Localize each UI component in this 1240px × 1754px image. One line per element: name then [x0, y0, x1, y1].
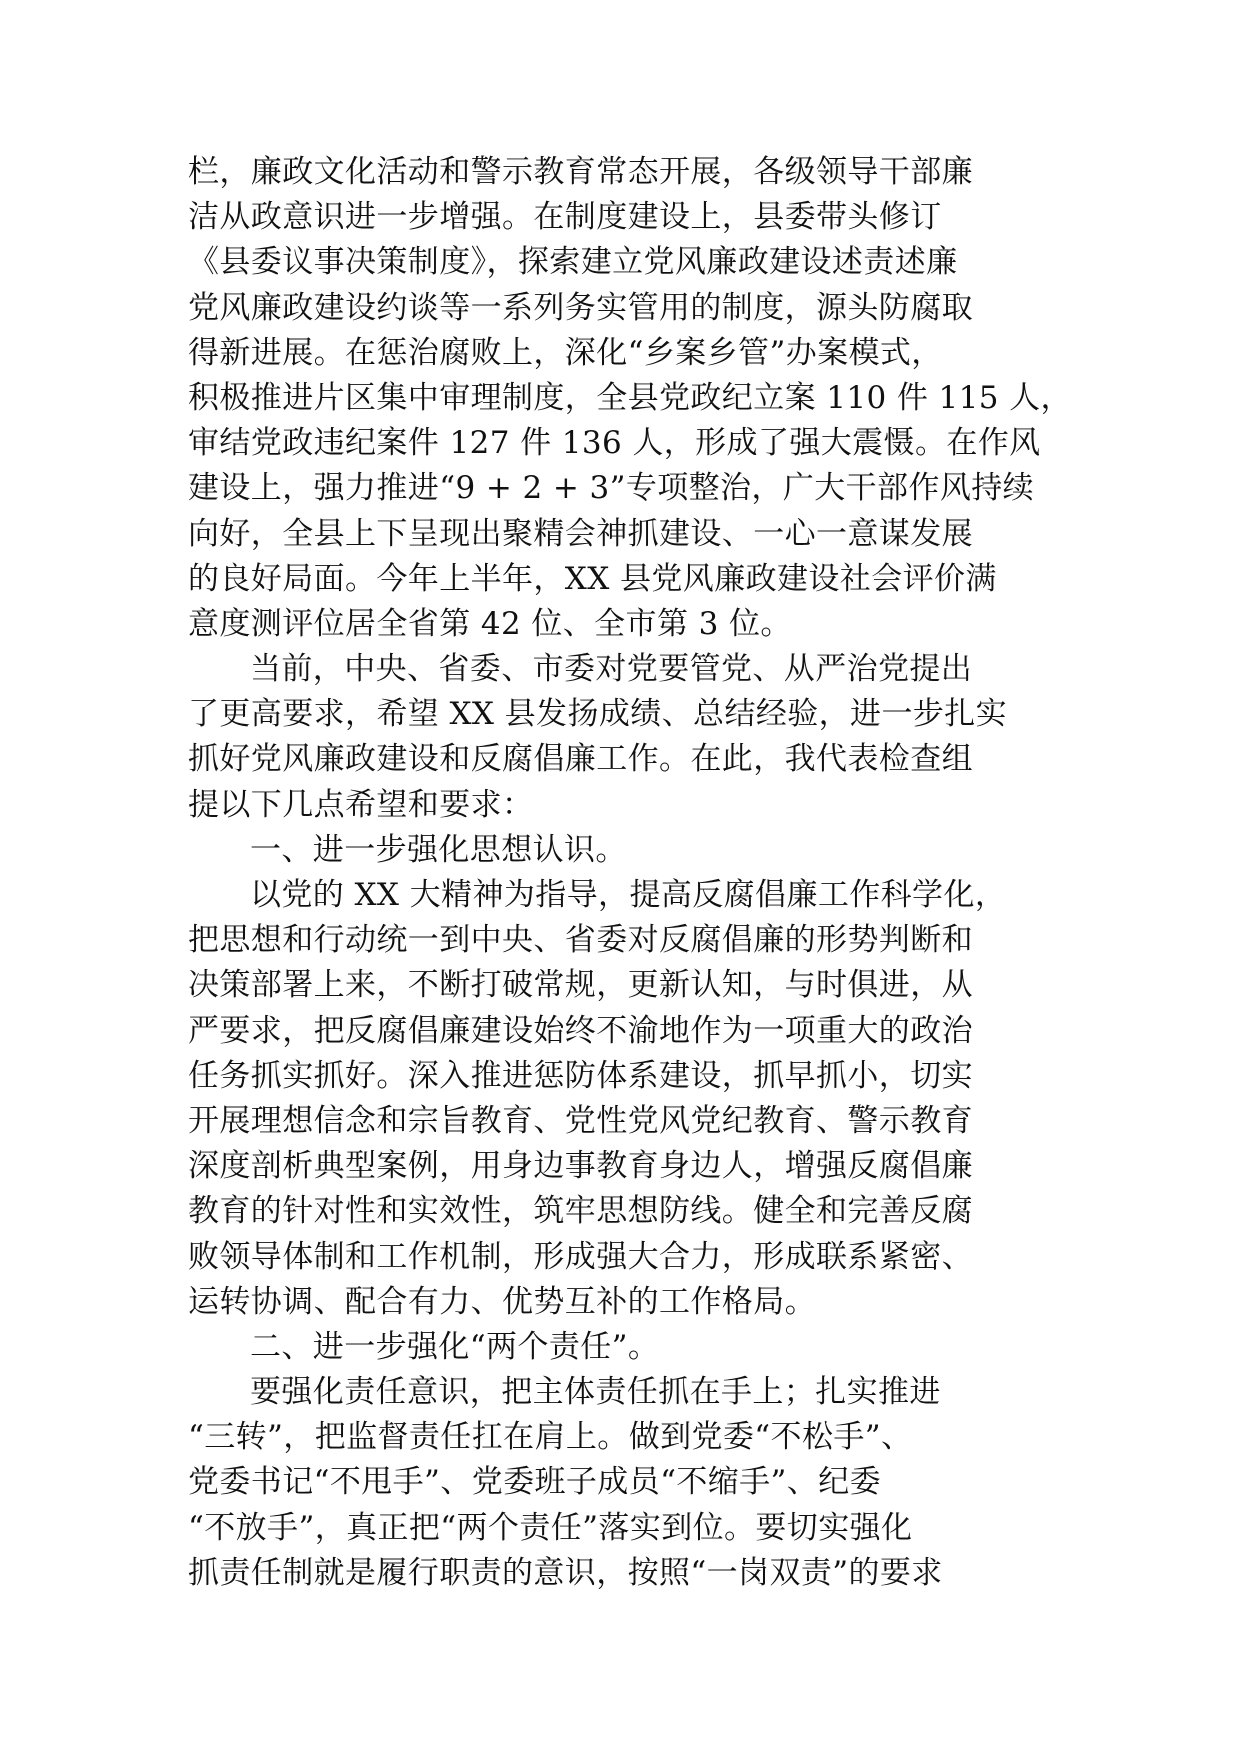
text-line: 洁从政意识进一步增强。在制度建设上，县委带头修订: [188, 199, 942, 236]
paragraph-first-line: 当前，中央、省委、市委对党要管党、从严治党提出: [250, 651, 973, 688]
text-line: 任务抓实抓好。深入推进惩防体系建设，抓早抓小，切实: [188, 1057, 973, 1094]
section-heading-1: 一、进一步强化思想认识。: [250, 831, 627, 868]
text-line: 深度剖析典型案例，用身边事教育身边人，增强反腐倡廉: [188, 1148, 973, 1185]
paragraph-first-line: 要强化责任意识，把主体责任抓在手上；扎实推进: [250, 1374, 941, 1411]
text-line: 积极推进片区集中审理制度，全县党政纪立案 110 件 115 人，: [188, 379, 1072, 416]
text-line: 的良好局面。今年上半年，XX 县党风廉政建设社会评价满: [188, 560, 997, 597]
text-line: 把思想和行动统一到中央、省委对反腐倡廉的形势判断和: [188, 922, 973, 959]
text-line: 党风廉政建设约谈等一系列务实管用的制度，源头防腐取: [188, 289, 973, 326]
text-line: 栏，廉政文化活动和警示教育常态开展，各级领导干部廉: [188, 154, 973, 190]
text-line: 抓好党风廉政建设和反腐倡廉工作。在此，我代表检查组: [188, 741, 973, 778]
text-line: 审结党政违纪案件 127 件 136 人，形成了强大震慑。在作风: [188, 425, 1041, 462]
text-line: 败领导体制和工作机制，形成强大合力，形成联系紧密、: [188, 1238, 973, 1275]
text-line: 党委书记“不甩手”、党委班子成员“不缩手”、纪委: [188, 1464, 881, 1501]
section-heading-2: 二、进一步强化“两个责任”。: [250, 1328, 660, 1365]
text-line: 提以下几点希望和要求：: [188, 786, 534, 823]
text-line: 《县委议事决策制度》，探索建立党风廉政建设述责述廉: [188, 244, 958, 281]
text-line: 决策部署上来，不断打破常规，更新认知，与时俱进，从: [188, 967, 973, 1004]
text-line: 教育的针对性和实效性，筑牢思想防线。健全和完善反腐: [188, 1193, 973, 1230]
text-line: 建设上，强力推进“9 + 2 + 3”专项整治，广大干部作风持续: [188, 470, 1035, 507]
text-line: 抓责任制就是履行职责的意识，按照“一岗双责”的要求: [188, 1554, 943, 1591]
text-line: 了更高要求，希望 XX 县发扬成绩、总结经验，进一步扎实: [188, 696, 1008, 733]
text-line: 严要求，把反腐倡廉建设始终不渝地作为一项重大的政治: [188, 1012, 973, 1049]
text-line: 意度测评位居全省第 42 位、全市第 3 位。: [188, 605, 792, 642]
text-line: 得新进展。在惩治腐败上，深化“乡案乡管”办案模式，: [188, 334, 943, 371]
text-line: “不放手”，真正把“两个责任”落实到位。要切实强化: [188, 1509, 913, 1546]
text-line: 运转协调、配合有力、优势互补的工作格局。: [188, 1283, 816, 1320]
document-body: [188, 150, 1072, 1596]
text-line: “三转”，把监督责任扛在肩上。做到党委“不松手”、: [188, 1419, 913, 1456]
text-line: 向好，全县上下呈现出聚精会神抓建设、一心一意谋发展: [188, 515, 973, 552]
text-line: 开展理想信念和宗旨教育、党性党风党纪教育、警示教育: [188, 1102, 973, 1139]
paragraph-first-line: 以党的 XX 大精神为指导，提高反腐倡廉工作科学化，: [250, 877, 1007, 913]
